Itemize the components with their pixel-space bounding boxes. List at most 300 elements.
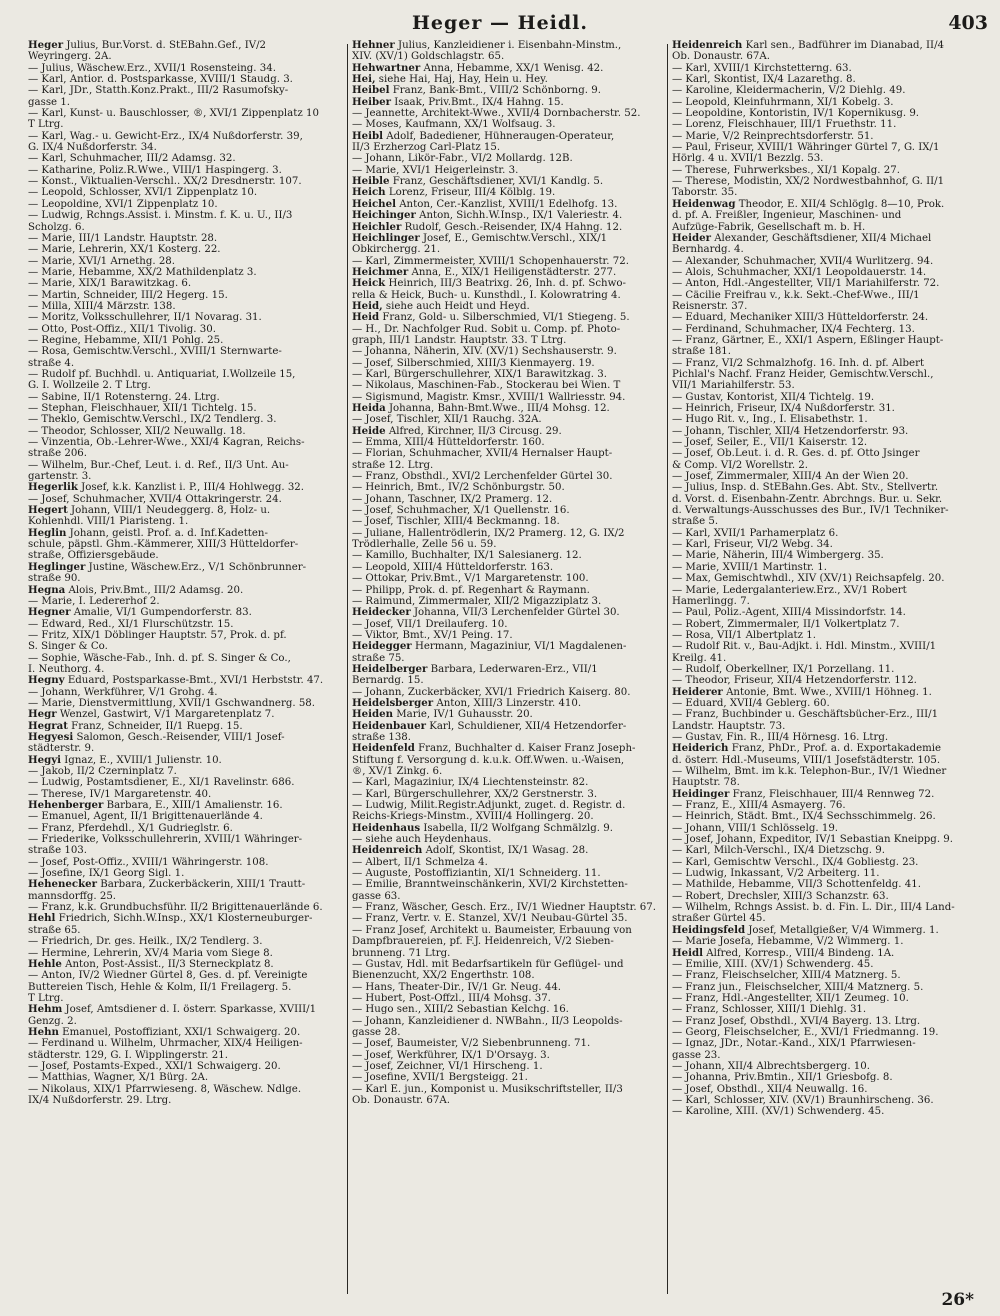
- directory-line: [672, 40, 978, 51]
- directory-line: [672, 1016, 978, 1027]
- directory-line: [28, 335, 345, 346]
- entry-text: gartenstr. 3.: [28, 471, 92, 483]
- directory-line: [672, 119, 978, 130]
- entry-text: d. Vorst. d. Eisenbahn-Zentr. Abrchngs. Bur. u. Sekr.: [672, 493, 943, 505]
- entry-text: Julius, Kanzleidiener i. Eisenbahn-Minstm.,: [398, 40, 622, 51]
- entry-text: — Matthias, Wagner, X/1 Bürg. 2A.: [28, 1072, 209, 1084]
- entry-text: straße 5.: [672, 516, 719, 528]
- surname-heading: Hegerlik: [28, 482, 78, 494]
- entry-text: Landstr. Hauptstr. 73.: [672, 720, 786, 732]
- entry-text: städterstr. 129, G. I. Wipplingerstr. 21.: [28, 1049, 228, 1061]
- directory-line: [352, 74, 666, 85]
- directory-line: [672, 959, 978, 970]
- directory-line: [672, 448, 978, 459]
- surname-heading: Heidenreich: [352, 845, 423, 857]
- entry-text: — Moritz, Volksschullehrer, II/1 Novarag. 31.: [28, 312, 262, 324]
- directory-line: [352, 879, 666, 890]
- entry-text: — Johann, Taschner, IX/2 Pramerg. 12.: [352, 493, 553, 505]
- entry-text: — Heinrich, Städt. Bmt., IX/4 Sechsschimmelg. 26.: [672, 811, 936, 823]
- directory-line: [672, 437, 978, 448]
- entry-text: — Julius, Insp. d. StEBahn.Ges. Abt. Stv., Stellvertr.: [672, 482, 939, 494]
- surname-heading: Heible: [352, 176, 390, 188]
- directory-line: [672, 222, 978, 233]
- surname-heading: Hei,: [352, 74, 376, 86]
- entry-text: — Robert, Drechsler, XIII/3 Schanzstr. 63.: [672, 890, 889, 902]
- directory-line: [672, 199, 978, 210]
- directory-line: [672, 63, 978, 74]
- directory-line: [352, 131, 666, 142]
- directory-line: [352, 539, 666, 550]
- directory-line: [28, 358, 345, 369]
- entry-text: Adolf, Badediener, Hühneraugen-Operateur,: [386, 130, 615, 142]
- directory-line: [672, 641, 978, 652]
- directory-line: [28, 460, 345, 471]
- directory-line: [352, 573, 666, 584]
- entry-text: Bienenzucht, XX/2 Engerthstr. 108.: [352, 970, 535, 982]
- entry-text: — Johanna, Näherin, XIV. (XV/1) Sechshauserstr. 9.: [352, 346, 617, 358]
- directory-line: [352, 721, 666, 732]
- entry-text: — Johann, Likör-Fabr., VI/2 Mollardg. 12B.: [352, 153, 573, 165]
- directory-line: [672, 528, 978, 539]
- surname-heading: Heiden: [352, 709, 393, 721]
- entry-text: Theodor, E. XII/4 Schlöglg. 8—10, Prok.: [738, 198, 945, 210]
- surname-heading: Heibl: [352, 130, 383, 142]
- directory-line: [352, 108, 666, 119]
- directory-line: [672, 1072, 978, 1083]
- surname-heading: Hegner: [28, 607, 71, 619]
- directory-line: [28, 40, 345, 51]
- surname-heading: Heidelsberger: [352, 697, 434, 709]
- directory-line: [28, 494, 345, 505]
- surname-heading: Hegert: [28, 505, 68, 517]
- entry-text: Lorenz, Friseur, III/4 Kölblg. 19.: [388, 187, 556, 199]
- entry-text: Josef, Amtsdiener d. I. österr. Sparkasse, XVIII/1: [65, 1004, 317, 1016]
- entry-text: Isabella, II/2 Wolfgang Schmälzlg. 9.: [423, 822, 613, 834]
- entry-text: Aufzüge-Fabrik, Gesellschaft m. b. H.: [672, 221, 866, 233]
- entry-text: Weyringerg. 2A.: [28, 51, 112, 63]
- surname-heading: Heidl: [672, 947, 703, 959]
- directory-line: [28, 324, 345, 335]
- entry-text: Pichlal's Nachf. Franz Heider, Gemischtw.Verschl.,: [672, 368, 934, 380]
- entry-text: — Moses, Kaufmann, XX/1 Wolfsaug. 3.: [352, 119, 556, 131]
- entry-text: — Franz, VI/2 Schmalzhofg. 16. Inh. d. pf. Albert: [672, 357, 925, 369]
- directory-line: [672, 982, 978, 993]
- directory-line: [352, 403, 666, 414]
- directory-line: [352, 982, 666, 993]
- entry-text: — Josef, Silberschmied, XIII/3 Kienmayerg. 19.: [352, 357, 595, 369]
- directory-line: [672, 800, 978, 811]
- directory-line: [352, 891, 666, 902]
- entry-text: straße, Offiziersgebäude.: [28, 550, 159, 562]
- entry-text: — Johann, Kanzleidiener d. NWBahn., II/3 Leopolds-: [352, 1015, 623, 1027]
- entry-text: — siehe auch Heydenhaus.: [352, 834, 492, 846]
- directory-line: [28, 97, 345, 108]
- entry-text: straße 75.: [352, 652, 405, 664]
- directory-line: [28, 278, 345, 289]
- entry-text: Rudolf, Gesch.-Reisender, IX/4 Hahng. 12.: [404, 221, 623, 233]
- entry-text: — Marie, Ledergalanteriew.Erz., XV/1 Robert: [672, 584, 907, 596]
- entry-text: — Wilhelm, Rchngs Assist. b. d. Fin. L. Dir., III/4 Land-: [672, 902, 955, 914]
- directory-line: [28, 596, 345, 607]
- entry-text: — Karl, Wag.- u. Gewicht-Erz., IX/4 Nußdorferstr. 39,: [28, 130, 303, 142]
- entry-text: Reisnerstr. 37.: [672, 300, 748, 312]
- entry-text: — Sophie, Wäsche-Fab., Inh. d. pf. S. Singer & Co.,: [28, 652, 291, 664]
- surname-heading: Heidinger: [672, 788, 730, 800]
- directory-line: [28, 539, 345, 550]
- entry-text: — Rudolf Rit. v., Bau-Adjkt. i. Hdl. Minstm., XVIII/1: [672, 641, 937, 653]
- directory-line: [28, 698, 345, 709]
- entry-text: Alexander, Geschäftsdiener, XII/4 Michael: [714, 232, 932, 244]
- surname-heading: Heichinger: [352, 210, 416, 222]
- entry-text: Hörlg. 4 u. XVII/1 Bezzlg. 53.: [672, 153, 824, 165]
- surname-heading: Heglin: [28, 527, 67, 539]
- entry-text: — Franz, Pferdehdl., X/1 Gudrieglstr. 6.: [28, 822, 233, 834]
- entry-text: Josef, E., Gemischtw.Verschl., XIX/1: [422, 232, 608, 244]
- directory-line: [352, 585, 666, 596]
- directory-line: [672, 879, 978, 890]
- directory-line: [672, 335, 978, 346]
- entry-text: Wenzel, Gastwirt, V/1 Margaretenplatz 7.: [59, 709, 275, 721]
- directory-line: [28, 891, 345, 902]
- entry-text: — Vinzentia, Ob.-Lehrer-Wwe., XXI/4 Kagran, Reichs-: [28, 437, 305, 449]
- entry-text: — Eduard, XVII/4 Geblerg. 60.: [672, 697, 830, 709]
- directory-line: [28, 1072, 345, 1083]
- entry-text: — Marie, XIX/1 Barawitzkag. 6.: [28, 278, 192, 290]
- surname-heading: Heich: [352, 187, 386, 199]
- entry-text: — Wilhelm, Bmt. im k.k. Telephon-Bur., IV/1 Wiedner: [672, 766, 947, 777]
- entry-text: T Ltrg.: [28, 119, 64, 131]
- directory-line: [672, 687, 978, 698]
- directory-line: [352, 176, 666, 187]
- directory-line: [352, 1050, 666, 1061]
- directory-line: [352, 494, 666, 505]
- surname-heading: Hegr: [28, 709, 57, 721]
- entry-text: — Rosa, VII/1 Albertplatz 1.: [672, 629, 816, 641]
- entry-text: — Josef, Werkführer, IX/1 D'Orsayg. 3.: [352, 1049, 550, 1061]
- entry-text: — Leopold, Schlosser, XVI/1 Zippenplatz 10.: [28, 187, 258, 199]
- entry-text: — Wilhelm, Bur.-Chef, Leut. i. d. Ref., II/3 Unt. Au-: [28, 459, 289, 471]
- entry-text: — Marie, XVI/1 Arnethg. 28.: [28, 255, 176, 267]
- entry-text: — Karoline, Kleidermacherin, V/2 Diehlg. 49.: [672, 85, 906, 97]
- entry-text: — Marie, XVIII/1 Martinstr. 1.: [672, 561, 827, 573]
- entry-text: — Gustav, Fin. R., III/4 Hörnesg. 16. Ltrg.: [672, 731, 889, 743]
- entry-text: — Theodor, Schlosser, XII/2 Neuwallg. 18.: [28, 425, 246, 437]
- entry-text: II/3 Erzherzog Carl-Platz 15.: [352, 142, 501, 154]
- directory-line: [672, 664, 978, 675]
- entry-text: — Karl, Friseur, VI/2 Webg. 34.: [672, 539, 833, 551]
- entry-text: Dampfbrauereien, pf. F.J. Heidenreich, V/2 Sieben-: [352, 936, 614, 948]
- entry-text: — Therese, IV/1 Margaretenstr. 40.: [28, 788, 212, 800]
- entry-text: G. I. Wollzeile 2. T Ltrg.: [28, 380, 151, 392]
- directory-line: [352, 482, 666, 493]
- entry-text: — Franz, Hdl.-Angestellter, XII/1 Zeumeg. 10.: [672, 992, 909, 1004]
- surname-heading: Heichmer: [352, 266, 409, 278]
- entry-text: — Franz, Fleischselcher, XIII/4 Matznerg. 5.: [672, 970, 901, 982]
- entry-text: Isaak, Priv.Bmt., IX/4 Hahng. 15.: [394, 96, 564, 108]
- surname-heading: Hehl: [28, 913, 56, 925]
- directory-line: [28, 210, 345, 221]
- surname-heading: Heidenbauer: [352, 720, 426, 732]
- directory-line: [672, 948, 978, 959]
- column-1: [28, 40, 345, 1295]
- directory-line: [672, 732, 978, 743]
- directory-line: [352, 335, 666, 346]
- entry-text: — Martin, Schneider, III/2 Hegerg. 15.: [28, 289, 228, 301]
- directory-line: [352, 732, 666, 743]
- directory-line: [352, 40, 666, 51]
- entry-text: Ob. Donaustr. 67A.: [672, 51, 770, 63]
- directory-line: [352, 358, 666, 369]
- directory-line: [672, 596, 978, 607]
- entry-text: Johanna, VII/3 Lerchenfelder Gürtel 30.: [413, 607, 620, 619]
- directory-line: [352, 63, 666, 74]
- entry-text: — Franz Josef, Architekt u. Baumeister, Erbauung von: [352, 924, 632, 936]
- entry-text: Marie, IV/1 Guhausstr. 20.: [396, 709, 533, 721]
- directory-line: [672, 324, 978, 335]
- entry-text: VII/1 Mariahilferstr. 53.: [672, 380, 795, 392]
- directory-line: [28, 165, 345, 176]
- surname-heading: Hegna: [28, 584, 66, 596]
- directory-line: [352, 607, 666, 618]
- entry-text: Bernardg. 15.: [352, 675, 424, 687]
- entry-text: — Karl, JDr., Statth.Konz.Prakt., III/2 Rasumofsky-: [28, 85, 289, 97]
- directory-line: [28, 800, 345, 811]
- column-divider-2: [667, 44, 668, 1294]
- entry-text: — Ludwig, Rchngs.Assist. i. Minstm. f. K. u. U., II/3: [28, 210, 293, 222]
- entry-text: Karl sen., Badführer im Dianabad, II/4: [745, 40, 944, 51]
- directory-line: [352, 811, 666, 822]
- surname-heading: Heid: [352, 312, 380, 324]
- directory-line: [352, 913, 666, 924]
- directory-line: [28, 675, 345, 686]
- entry-text: Franz, Bank-Bmt., VIII/2 Schönborng. 9.: [392, 85, 601, 97]
- directory-line: [352, 630, 666, 641]
- directory-line: [672, 709, 978, 720]
- entry-text: Anton, Cer.-Kanzlist, XVIII/1 Edelhofg. 13.: [399, 198, 618, 210]
- entry-text: — Hugo sen., XIII/2 Sebastian Kelchg. 16.: [352, 1004, 569, 1016]
- directory-line: [28, 1038, 345, 1049]
- surname-heading: Hegrat: [28, 720, 68, 732]
- directory-line: [672, 380, 978, 391]
- directory-line: [28, 74, 345, 85]
- entry-text: Kohlenhdl. VIII/1 Piaristeng. 1.: [28, 516, 189, 528]
- directory-line: [352, 800, 666, 811]
- entry-text: — Marie, V/2 Reinprechtsdorferstr. 51.: [672, 130, 874, 142]
- entry-text: — Karl, XVII/1 Parhamerplatz 6.: [672, 527, 839, 539]
- directory-line: [672, 358, 978, 369]
- directory-line: [28, 687, 345, 698]
- directory-line: [352, 1084, 666, 1095]
- directory-line: [28, 426, 345, 437]
- directory-line: [28, 380, 345, 391]
- directory-line: [352, 346, 666, 357]
- entry-text: — Konst., Viktualien-Verschl.. XX/2 Dresdnerstr. 107.: [28, 176, 302, 188]
- entry-text: — Kamillo, Buchhalter, IX/1 Salesianerg. 12.: [352, 550, 582, 562]
- directory-line: [28, 811, 345, 822]
- entry-text: Anton, XIII/3 Linzerstr. 410.: [436, 697, 582, 709]
- directory-line: [352, 777, 666, 788]
- entry-text: Justine, Wäschew.Erz., V/1 Schönbrunner-: [88, 561, 307, 573]
- directory-line: [672, 607, 978, 618]
- entry-text: straßer Gürtel 45.: [672, 913, 766, 925]
- column-2: [352, 40, 666, 1295]
- directory-line: [672, 1084, 978, 1095]
- entry-text: — Viktor, Bmt., XV/1 Peing. 17.: [352, 629, 513, 641]
- entry-text: — Karl E. jun., Komponist u. Musikschriftsteller, II/3: [352, 1083, 623, 1095]
- entry-text: Ignaz, E., XVIII/1 Julienstr. 10.: [64, 754, 222, 766]
- directory-line: [672, 823, 978, 834]
- directory-line: [672, 585, 978, 596]
- directory-line: [352, 857, 666, 868]
- directory-line: [352, 460, 666, 471]
- directory-line: [28, 1084, 345, 1095]
- page-number: 403: [948, 12, 988, 34]
- entry-text: — Karl, Bürgerschullehrer, XIX/1 Barawitzkag. 3.: [352, 368, 607, 380]
- entry-text: — Marie, III/1 Landstr. Hauptstr. 28.: [28, 232, 218, 244]
- directory-line: [672, 777, 978, 788]
- directory-line: [28, 108, 345, 119]
- entry-text: — Cäcilie Freifrau v., k.k. Sekt.-Chef-Wwe., III/1: [672, 289, 920, 301]
- entry-text: — H., Dr. Nachfolger Rud. Sobit u. Comp. pf. Photo-: [352, 323, 621, 335]
- entry-text: Alfred, Kirchner, II/3 Circusg. 29.: [388, 425, 562, 437]
- directory-line: [28, 290, 345, 301]
- entry-text: straße 90.: [28, 573, 81, 585]
- entry-text: Ob. Donaustr. 67A.: [352, 1094, 450, 1106]
- directory-line: [28, 970, 345, 981]
- entry-text: — Julius, Wäschew.Erz., XVII/1 Rosensteing. 34.: [28, 62, 276, 74]
- directory-line: [352, 256, 666, 267]
- entry-text: d. pf. A. Freißler, Ingenieur, Maschinen- und: [672, 210, 902, 222]
- entry-text: — Franz, E., XIII/4 Asmayerg. 76.: [672, 800, 846, 812]
- directory-line: [28, 437, 345, 448]
- directory-line: [28, 982, 345, 993]
- entry-text: graph, III/1 Landstr. Hauptstr. 33. T Ltrg.: [352, 334, 567, 346]
- directory-line: [672, 891, 978, 902]
- surname-heading: Heichel: [352, 198, 396, 210]
- surname-heading: Heichler: [352, 221, 402, 233]
- directory-line: [672, 256, 978, 267]
- entry-text: Genzg. 2.: [28, 1015, 77, 1027]
- directory-line: [672, 619, 978, 630]
- entry-text: — Josef, Postamts-Exped., XXI/1 Schwaigerg. 20.: [28, 1060, 281, 1072]
- entry-text: gasse 23.: [672, 1049, 721, 1061]
- directory-line: [672, 460, 978, 471]
- entry-text: T Ltrg.: [28, 992, 64, 1004]
- directory-line: [672, 346, 978, 357]
- directory-line: [28, 346, 345, 357]
- directory-line: [352, 709, 666, 720]
- directory-line: [352, 85, 666, 96]
- entry-text: — Anton, IV/2 Wiedner Gürtel 8, Ges. d. pf. Vereinigte: [28, 970, 308, 982]
- directory-line: [28, 925, 345, 936]
- entry-text: — Raimund, Zimmermaler, XII/2 Migazziplatz 3.: [352, 595, 602, 607]
- entry-text: — Marie, XVI/1 Heigerleinstr. 3.: [352, 164, 519, 176]
- directory-line: [672, 165, 978, 176]
- entry-text: — Edward, Red., XI/1 Flurschützstr. 15.: [28, 618, 234, 630]
- entry-text: Heinrich, III/3 Beatrixg. 26, Inh. d. pf. Schwo-: [388, 278, 626, 290]
- entry-text: Josef, Metallgießer, V/4 Wimmerg. 1.: [748, 924, 939, 936]
- entry-text: — Mathilde, Hebamme, VII/3 Schottenfeldg. 41.: [672, 879, 921, 891]
- directory-line: [672, 392, 978, 403]
- directory-line: [28, 879, 345, 890]
- entry-text: — Franz Josef, Obsthdl., XVI/4 Bayerg. 13. Ltrg.: [672, 1015, 921, 1027]
- entry-text: — Franz, k.k. Grundbuchsführ. II/2 Brigittenauerlände 6.: [28, 902, 323, 914]
- directory-line: [352, 516, 666, 527]
- entry-text: — Ludwig, Inkassant, V/2 Arbeiterg. 11.: [672, 868, 880, 880]
- surname-heading: Hehenberger: [28, 800, 104, 812]
- entry-text: — Georg, Fleischselcher, E., XVI/1 Friedmanng. 19.: [672, 1026, 939, 1038]
- entry-text: Anna, E., XIX/1 Heiligenstädterstr. 277.: [411, 266, 617, 278]
- directory-line: [28, 948, 345, 959]
- surname-heading: Heidenreich: [672, 40, 743, 51]
- entry-text: — Ottokar, Priv.Bmt., V/1 Margaretenstr. 100.: [352, 573, 589, 585]
- entry-text: straße 12. Ltrg.: [352, 459, 434, 471]
- entry-text: — Paul, Friseur, XVIII/1 Währinger Gürtel 7, G. IX/1: [672, 142, 940, 154]
- entry-text: — Therese, Fuhrwerksbes., XI/1 Kopalg. 27.: [672, 164, 900, 176]
- entry-text: — Josef, Zeichner, VI/1 Hirscheng. 1.: [352, 1060, 543, 1072]
- directory-line: [28, 119, 345, 130]
- entry-text: IX/4 Nußdorferstr. 29. Ltrg.: [28, 1094, 172, 1106]
- entry-text: — Karl, Gemischtw Verschl., IX/4 Gobliestg. 23.: [672, 856, 919, 868]
- entry-text: Johanna, Bahn-Bmt.Wwe., III/4 Mohsg. 12.: [388, 403, 610, 414]
- directory-line: [352, 936, 666, 947]
- entry-text: — Josef, VII/1 Dreilauferg. 10.: [352, 618, 508, 630]
- directory-line: [352, 119, 666, 130]
- directory-line: [28, 1061, 345, 1072]
- entry-text: — Karl, Kunst- u. Bauschlosser, ®, XVI/1 Zippenplatz 10: [28, 108, 319, 120]
- entry-text: — Josef, Johann, Expeditor, IV/1 Sebastian Kneippg. 9.: [672, 834, 954, 846]
- entry-text: — Hermine, Lehrerin, XV/4 Maria vom Siege 8.: [28, 947, 273, 959]
- directory-line: [28, 244, 345, 255]
- directory-line: [352, 550, 666, 561]
- directory-line: [28, 256, 345, 267]
- directory-line: [352, 868, 666, 879]
- directory-line: [352, 743, 666, 754]
- directory-line: [28, 403, 345, 414]
- surname-heading: Hehle: [28, 958, 62, 970]
- directory-line: [28, 505, 345, 516]
- surname-heading: Hehenecker: [28, 879, 97, 891]
- directory-line: [672, 857, 978, 868]
- directory-line: [672, 993, 978, 1004]
- directory-line: [28, 1016, 345, 1027]
- entry-text: — Emanuel, Agent, II/1 Brigittenauerlände 4.: [28, 811, 263, 823]
- entry-text: Trödlerhalle, Zelle 56 u. 59.: [352, 539, 497, 551]
- entry-text: ®, XV/1 Zinkg. 6.: [352, 766, 443, 777]
- entry-text: — Nikolaus, Maschinen-Fab., Stockerau bei Wien. T: [352, 380, 621, 392]
- entry-text: Emanuel, Postoffiziant, XXI/1 Schwaigerg. 20.: [62, 1026, 301, 1038]
- directory-line: [672, 210, 978, 221]
- entry-text: & Comp. VI/2 Worellstr. 2.: [672, 459, 809, 471]
- entry-text: Barbara, Lederwaren-Erz., VII/1: [430, 663, 598, 675]
- entry-text: — Karl, Bürgerschullehrer, XX/2 Gerstnerstr. 3.: [352, 788, 598, 800]
- directory-line: [28, 993, 345, 1004]
- directory-line: [28, 301, 345, 312]
- entry-text: XIV. (XV/1) Goldschlagstr. 65.: [352, 51, 505, 63]
- entry-text: — Theklo, Gemischtw.Verschl., IX/2 Tendlerg. 3.: [28, 414, 277, 426]
- entry-text: Franz, Buchhalter d. Kaiser Franz Joseph-: [418, 743, 636, 755]
- directory-line: [28, 868, 345, 879]
- directory-line: [672, 301, 978, 312]
- directory-line: [672, 630, 978, 641]
- entry-text: — Emma, XIII/4 Hütteldorferstr. 160.: [352, 437, 545, 449]
- entry-text: Anton, Post-Assist., II/3 Sterneckplatz 8.: [65, 958, 274, 970]
- directory-line: [672, 845, 978, 856]
- entry-text: — Johann, XII/4 Albrechtsbergerg. 10.: [672, 1060, 870, 1072]
- directory-line: [352, 153, 666, 164]
- entry-text: — Karl, Zimmermeister, XVIII/1 Schopenhauerstr. 72.: [352, 255, 629, 267]
- directory-line: [672, 913, 978, 924]
